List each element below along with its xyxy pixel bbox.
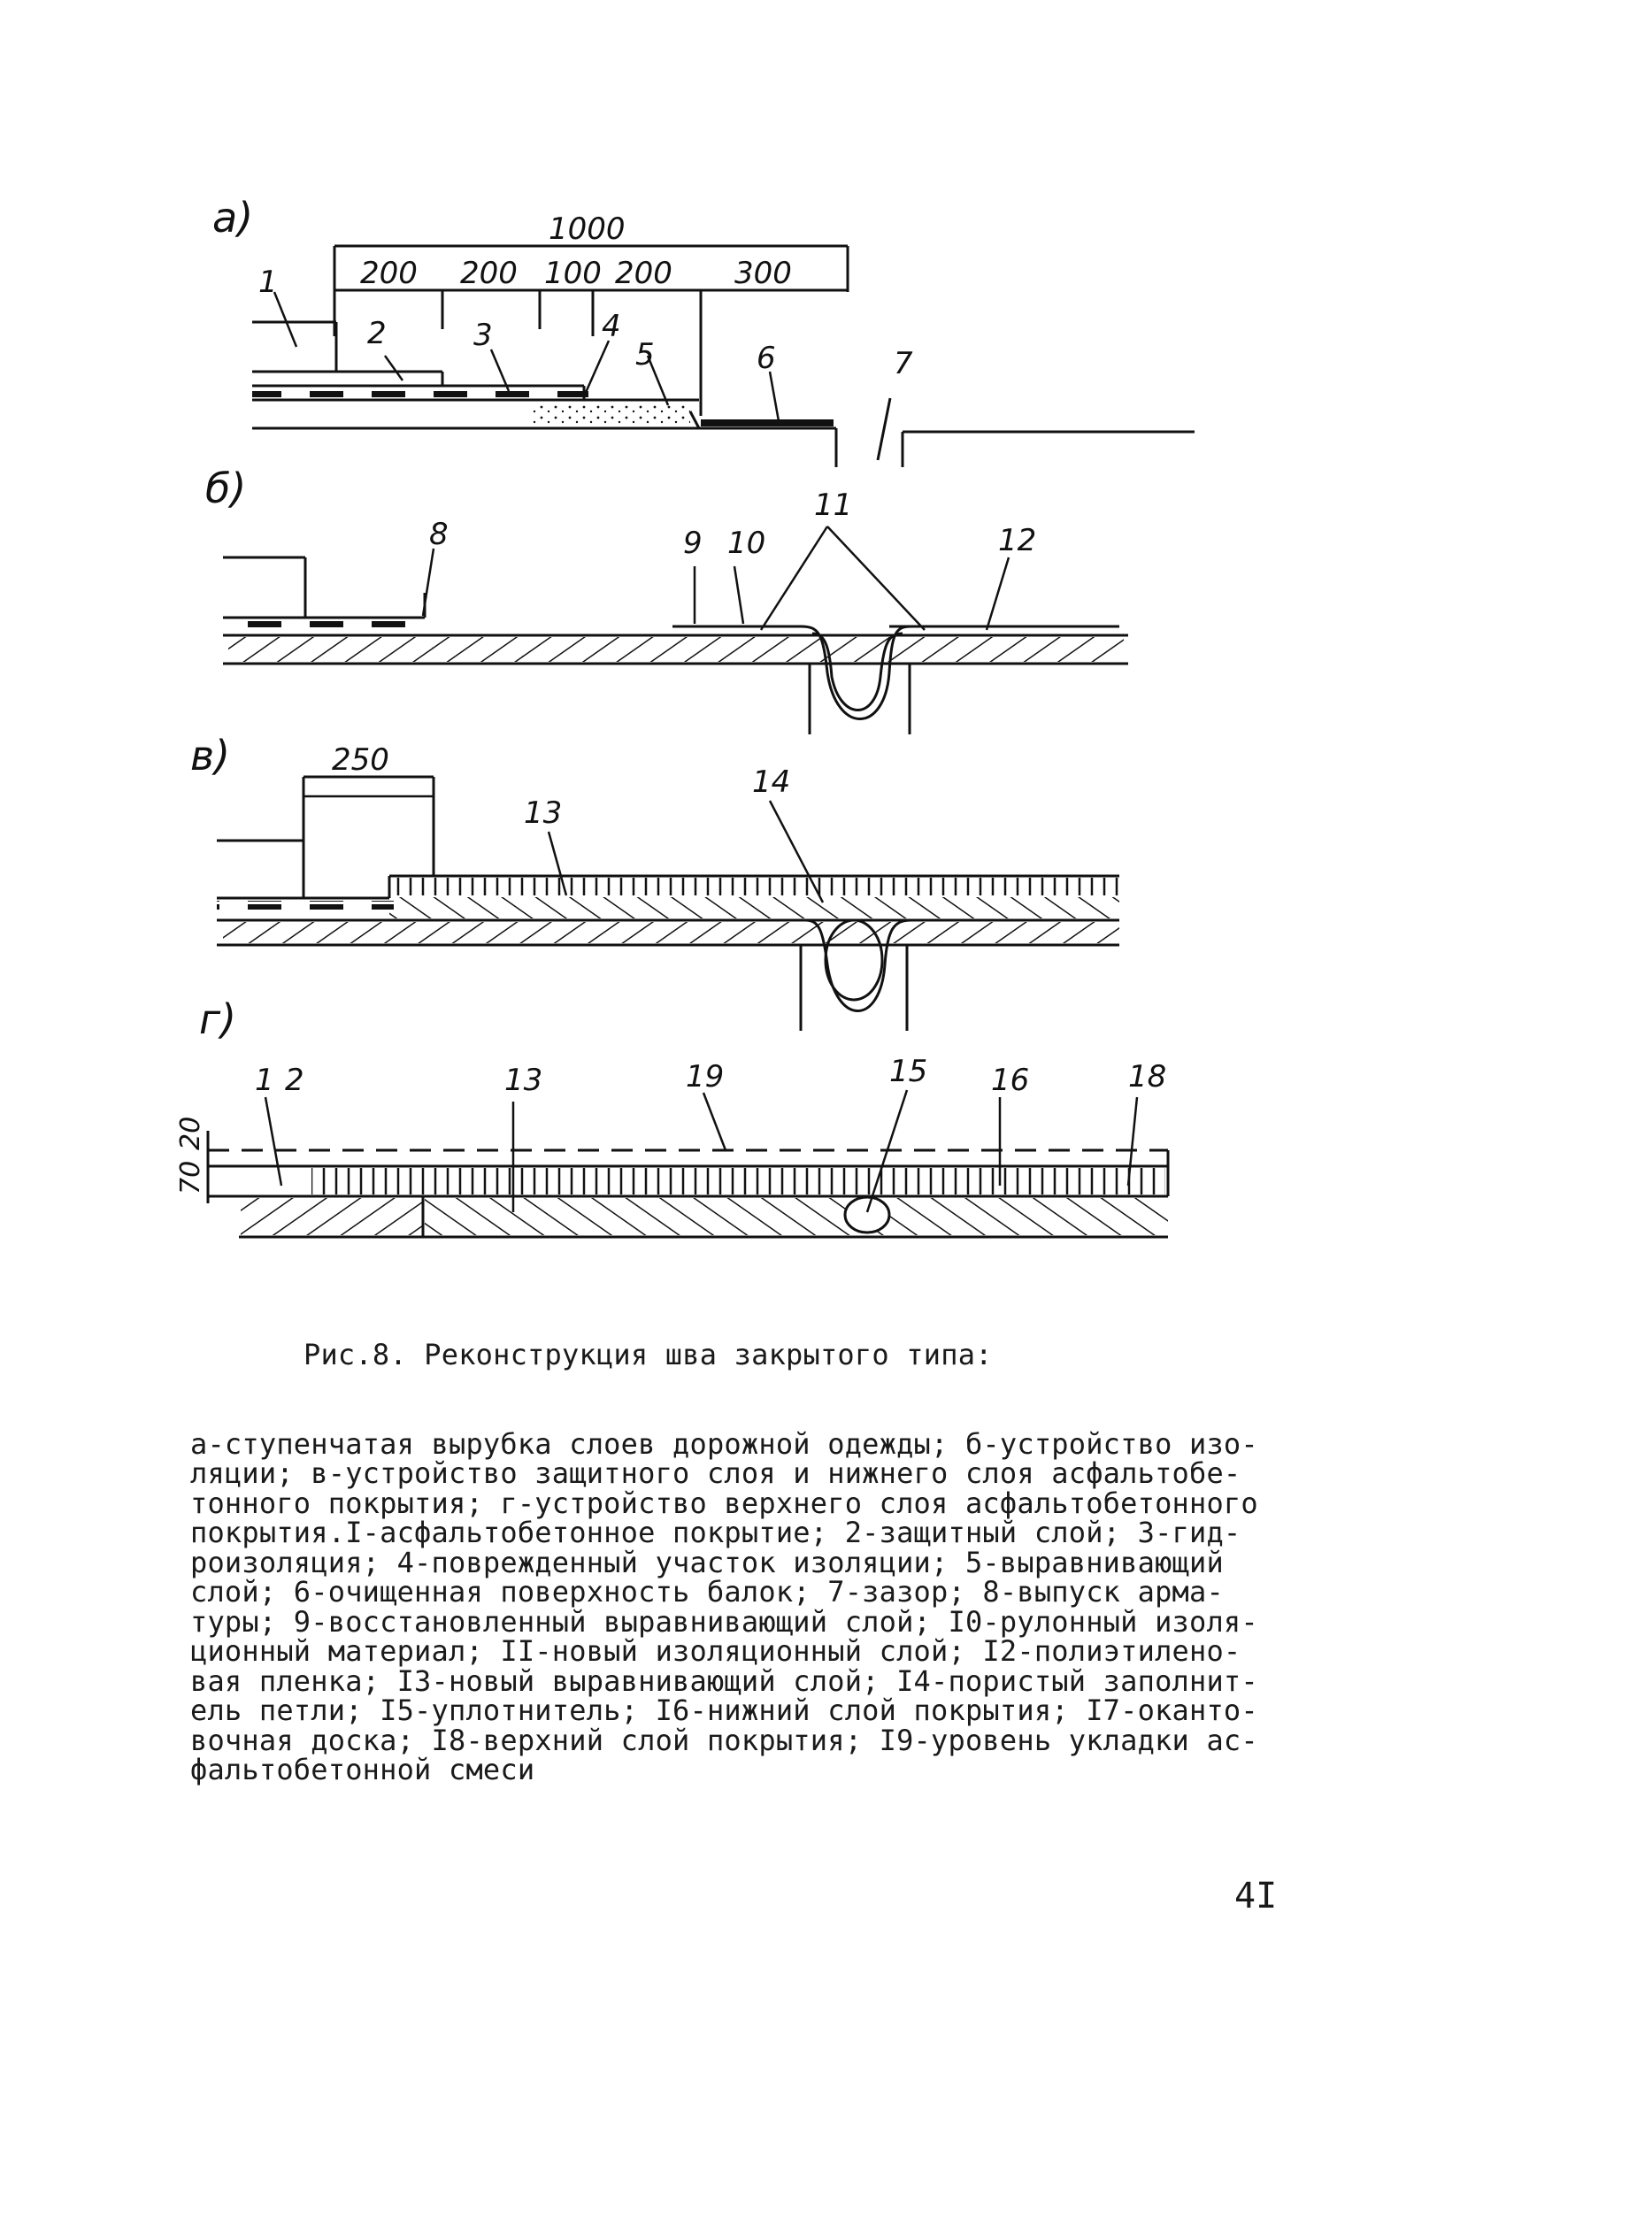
part-a-beam-surface: [701, 419, 834, 426]
part-v-protective-layer: [389, 897, 1119, 918]
callout-g2: 2: [285, 1063, 304, 1098]
callout-g16: 16: [991, 1063, 1030, 1098]
callout-g19: 19: [686, 1059, 725, 1094]
part-g-top-layer: [311, 1168, 1165, 1194]
callout-g1: 1: [255, 1063, 274, 1098]
page-number: 4I: [1234, 1876, 1278, 1916]
callout-6: 6: [757, 341, 776, 376]
dim-250: 250: [332, 742, 389, 778]
caption-line: ель петли; I5-уплотнитель; I6-нижний слой покрытия; I7-оканто-: [190, 1694, 1258, 1727]
dim-4: 200: [615, 256, 672, 291]
caption-line: покрытия.I-асфальтобетонное покрытие; 2-защитный слой; 3-гид-: [190, 1516, 1241, 1549]
part-b-leaders: [423, 526, 1009, 630]
callout-7: 7: [894, 346, 913, 381]
caption-line: ционный материал; II-новый изоляционный слой; I2-полиэтилено-: [190, 1634, 1241, 1668]
figure-caption: [190, 1281, 1332, 1815]
part-b-insulation: [223, 619, 426, 628]
callout-g15: 15: [889, 1054, 928, 1089]
part-g-sealant: [845, 1197, 889, 1233]
callout-10: 10: [727, 526, 766, 561]
part-v-asphalt-layer: [389, 878, 1119, 895]
callout-g18: 18: [1128, 1059, 1167, 1094]
callout-1: 1: [258, 265, 278, 300]
dim-3: 100: [544, 256, 602, 291]
caption-title: Рис.8. Реконструкция шва закрытого типа:: [304, 1338, 993, 1371]
part-v-label: в): [190, 732, 231, 780]
callout-5: 5: [635, 337, 655, 372]
caption-line: роизоляция; 4-поврежденный участок изоляции; 5-выравнивающий: [190, 1545, 1224, 1579]
part-a-label: а): [212, 194, 254, 242]
part-v-concrete-hatch: [223, 922, 1119, 943]
part-b-label: б): [205, 465, 247, 512]
callout-8: 8: [429, 517, 449, 552]
callout-g13: 13: [504, 1063, 543, 1098]
part-v-insulation: [217, 901, 394, 910]
caption-line: а-ступенчатая вырубка слоев дорожной одежды; б-устройство изо-: [190, 1426, 1258, 1461]
caption-line: фальтобетонной смеси: [190, 1753, 535, 1786]
dim-total: 1000: [549, 211, 626, 247]
part-g-asphalt-hatch: [241, 1198, 423, 1235]
part-g-leveling-hatch: [425, 1198, 1168, 1235]
callout-2: 2: [367, 316, 387, 351]
part-a-insulation: [252, 389, 588, 398]
callout-11: 11: [814, 488, 853, 523]
callout-12: 12: [998, 523, 1037, 558]
callout-13: 13: [524, 795, 563, 831]
caption-line: тонного покрытия; г-устройство верхнего слоя асфальтобетонного: [190, 1486, 1258, 1520]
dim-2: 200: [460, 256, 518, 291]
callout-3: 3: [473, 318, 493, 353]
part-g-label: г): [199, 995, 237, 1043]
caption-line: вочная доска; I8-верхний слой покрытия; I9-уровень укладки ас-: [190, 1723, 1258, 1757]
part-a-leveling: [531, 403, 690, 425]
caption-line: туры; 9-восстановленный выравнивающий слой; I0-рулонный изоля-: [190, 1604, 1258, 1639]
callout-9: 9: [683, 526, 703, 561]
caption-body: [190, 1426, 1332, 1786]
dim-70: 70: [175, 1160, 206, 1194]
caption-line: слой; 6-очищенная поверхность балок; 7-зазор; 8-выпуск армa-: [190, 1575, 1224, 1609]
dim-5: 300: [734, 256, 792, 291]
callout-4: 4: [602, 309, 621, 344]
caption-line: вая пленка; I3-новый выравнивающий слой; I4-пористый заполнит-: [190, 1663, 1258, 1698]
callout-14: 14: [752, 764, 791, 800]
caption-line: ляции; в-устройство защитного слоя и нижнего слоя асфальтобе-: [190, 1456, 1241, 1490]
part-a-leaders: [274, 292, 779, 421]
part-b-concrete-hatch: [228, 637, 1124, 662]
dim-1: 200: [360, 256, 418, 291]
dim-20: 20: [175, 1116, 206, 1150]
